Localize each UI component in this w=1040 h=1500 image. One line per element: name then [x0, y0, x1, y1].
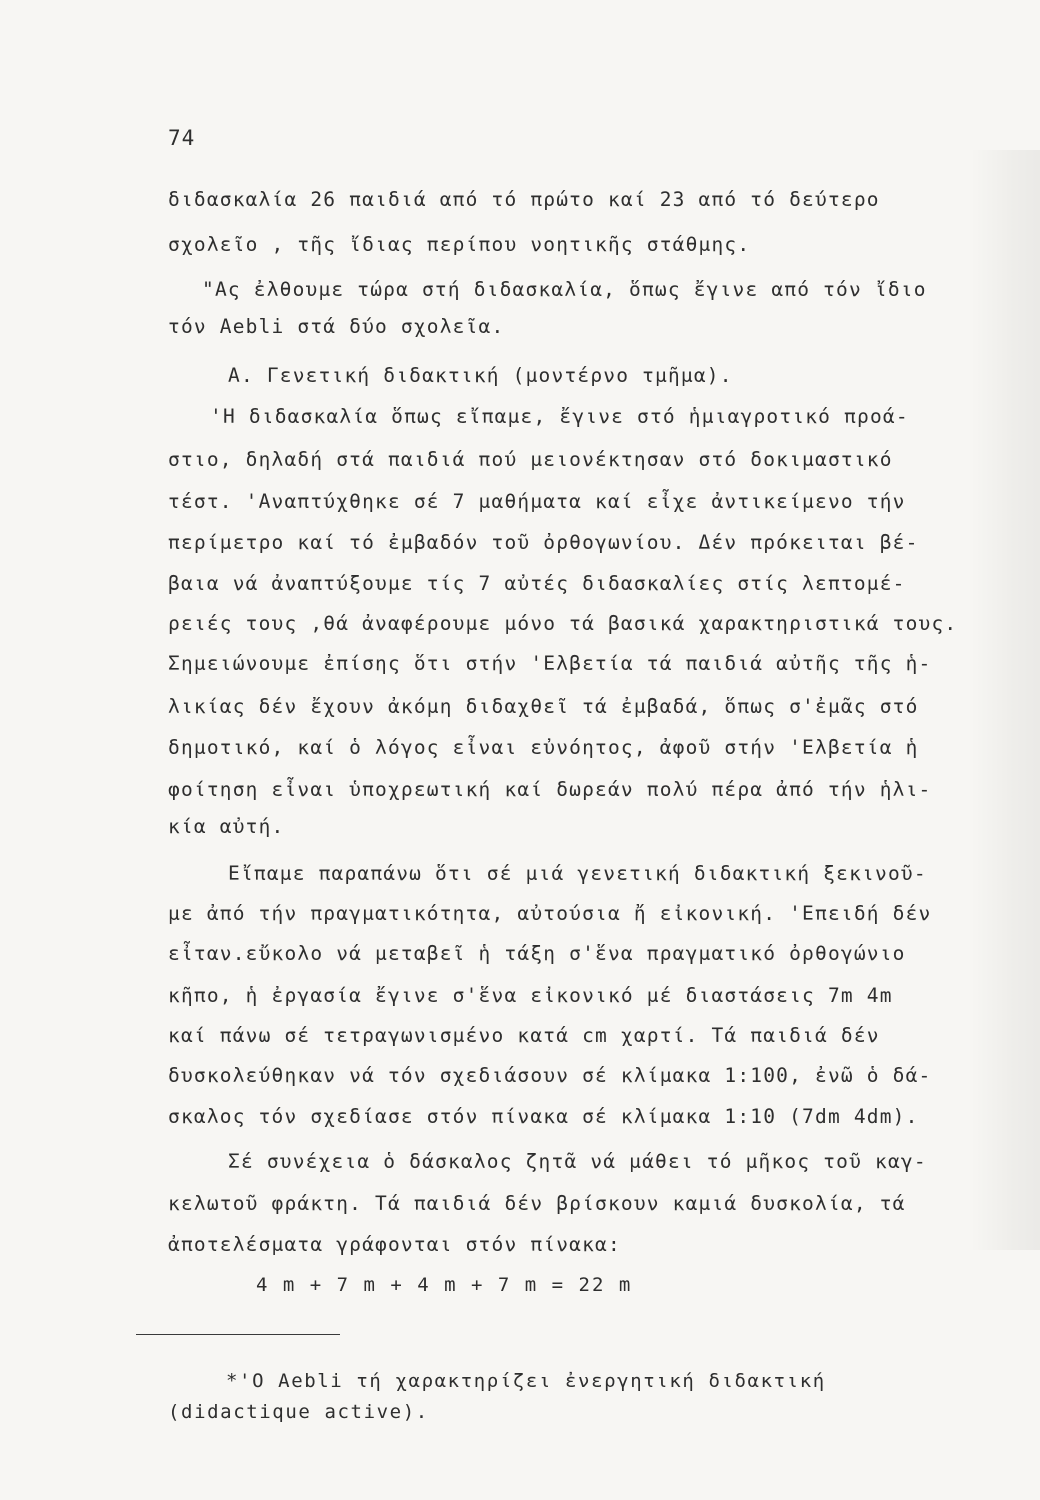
- text-line: σχολεῖο , τῆς ἴδιας περίπου νοητικῆς στάθμης.: [168, 233, 751, 256]
- footnote-rule: [136, 1334, 340, 1335]
- page-number: 74: [168, 126, 196, 150]
- section-heading: Α. Γενετική διδακτική (μοντέρνο τμῆμα).: [228, 364, 733, 387]
- text-line: τέστ. 'Αναπτύχθηκε σέ 7 μαθήματα καί εἶχε ἀντικείμενο τήν: [168, 490, 906, 513]
- text-line: κελωτοῦ φράκτη. Τά παιδιά δέν βρίσκουν καμιά δυσκολία, τά: [168, 1192, 906, 1215]
- text-line: λικίας δέν ἔχουν ἀκόμη διδαχθεῖ τά ἐμβαδά, ὅπως σ'ἐμᾶς στό: [168, 695, 919, 718]
- text-line: φοίτηση εἶναι ὑποχρεωτική καί δωρεάν πολύ πέρα ἀπό τήν ἡλι-: [168, 778, 932, 801]
- text-line: δυσκολεύθηκαν νά τόν σχεδιάσουν σέ κλίμακα 1:100, ἐνῶ ὁ δά-: [168, 1064, 932, 1087]
- text-line: δημοτικό, καί ὁ λόγος εἶναι εὐνόητος, ἀφοῦ στήν 'Ελβετία ἡ: [168, 736, 919, 759]
- text-line: βαια νά ἀναπτύξουμε τίς 7 αὐτές διδασκαλίες στίς λεπτομέ-: [168, 572, 906, 595]
- text-line: 'Η διδασκαλία ὅπως εἴπαμε, ἔγινε στό ἡμιαγροτικό προά-: [210, 405, 909, 428]
- text-line: ρειές τους ,θά ἀναφέρουμε μόνο τά βασικά χαρακτηριστικά τους.: [168, 612, 958, 635]
- formula: 4 m + 7 m + 4 m + 7 m = 22 m: [256, 1274, 633, 1296]
- footnote-line: *'O Aebli τή χαρακτηρίζει ἐνεργητική διδακτική: [226, 1370, 826, 1392]
- text-line: στιο, δηλαδή στά παιδιά πού μειονέκτησαν στό δοκιμαστικό: [168, 448, 893, 471]
- text-line: Εἴπαμε παραπάνω ὅτι σέ μιά γενετική διδακτική ξεκινοῦ-: [228, 862, 927, 885]
- text-line: ἀποτελέσματα γράφονται στόν πίνακα:: [168, 1233, 621, 1256]
- text-line: εἶταν.εὔκολο νά μεταβεῖ ἡ τάξη σ'ἕνα πραγματικό ὀρθογώνιο: [168, 942, 906, 965]
- text-line: κία αὐτή.: [168, 815, 285, 838]
- text-line: τόν Aebli στά δύο σχολεῖα.: [168, 315, 505, 338]
- text-line: διδασκαλία 26 παιδιά από τό πρώτο καί 23 από τό δεύτερο: [168, 188, 880, 211]
- text-line: κῆπο, ἡ ἐργασία ἔγινε σ'ἕνα εἰκονικό μέ διαστάσεις 7m 4m: [168, 984, 893, 1007]
- text-line: περίμετρο καί τό ἐμβαδόν τοῦ ὀρθογωνίου. Δέν πρόκειται βέ-: [168, 531, 919, 554]
- text-line: "Ας ἐλθουμε τώρα στή διδασκαλία, ὅπως ἔγινε από τόν ἴδιο: [202, 278, 927, 301]
- scan-shadow: [970, 150, 1040, 1250]
- footnote-line: (didactique active).: [168, 1401, 429, 1423]
- text-line: σκαλος τόν σχεδίασε στόν πίνακα σέ κλίμακα 1:10 (7dm 4dm).: [168, 1105, 919, 1128]
- text-line: Σημειώνουμε ἐπίσης ὅτι στήν 'Ελβετία τά παιδιά αὐτῆς τῆς ἡ-: [168, 652, 932, 675]
- text-line: με ἀπό τήν πραγματικότητα, αὐτούσια ἤ εἰκονική. 'Επειδή δέν: [168, 902, 932, 925]
- text-line: Σέ συνέχεια ὁ δάσκαλος ζητᾶ νά μάθει τό μῆκος τοῦ καγ-: [228, 1150, 927, 1173]
- text-line: καί πάνω σέ τετραγωνισμένο κατά cm χαρτί. Τά παιδιά δέν: [168, 1024, 880, 1047]
